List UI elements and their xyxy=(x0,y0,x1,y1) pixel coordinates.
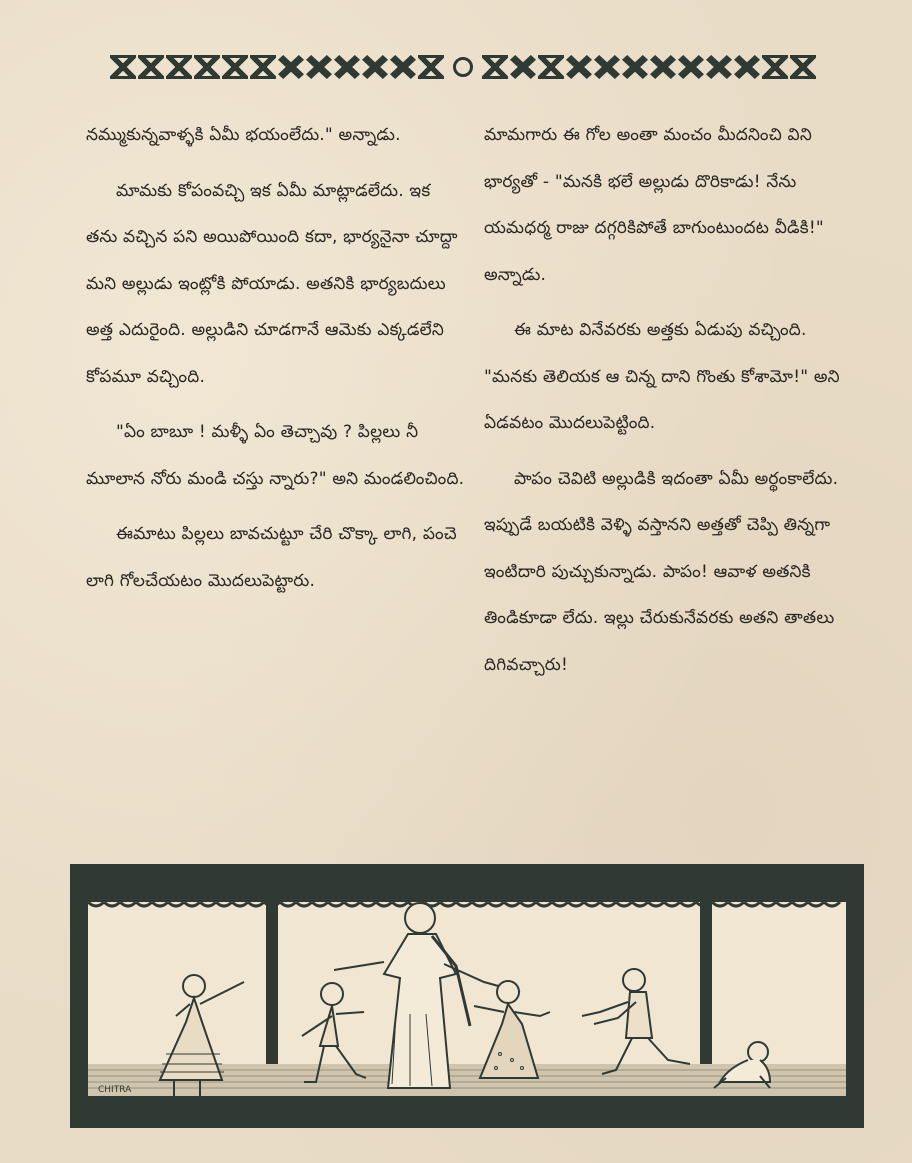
paragraph: మామకు కోపంవచ్చి ఇక ఏమీ మాట్లాడలేదు. ఇక తను వచ్చిన పని అయిపోయింది కదా, భార్యనైనా చూద్దా మని అల్లుడు ఇంట్లోకి పోయాడు. అతనికి భార్యబదులు అత్త ఎదురైంది. అల్లుడిని చూడగానే ఆమెకు ఎక్కడలేని కోపమూ వచ్చింది. xyxy=(86,180,458,387)
right-text-column xyxy=(484,112,854,688)
paragraph: ఈమాటు పిల్లలు బావచుట్టూ చేరి చొక్కా లాగి, పంచె లాగి గోలచేయటం మొదలుపెట్టారు. xyxy=(86,524,457,591)
children-pulling-man-illustration xyxy=(70,864,864,1128)
x-pattern-border-icon xyxy=(481,55,817,79)
paragraph: "ఏం బాబూ ! మళ్ళీ ఏం తెచ్చావు ? పిల్లలు నీ మూలాన నోరు మండి చస్తు న్నారు?" అని మండలించింది. xyxy=(86,422,465,489)
paragraph: పాపం చెవిటి అల్లుడికి ఇదంతా ఏమీ అర్థంకాలేదు. ఇప్పుడే బయటికి వెళ్ళి వస్తానని అత్తతో చెప్పి తిన్నగా ఇంటిదారి పుచ్చుకున్నాడు. పాపం! ఆవాళ అతనికి తిండికూడా లేదు. ఇల్లు చేరుకునేవరకు అతని తాతలు దిగివచ్చారు! xyxy=(484,468,839,675)
paragraph: ఈ మాట వినేవరకు అత్తకు ఏడుపు వచ్చింది. "మనకు తెలియక ఆ చిన్న దాని గొంతు కోశామో!" అని ఏడవటం మొదలుపెట్టింది. xyxy=(484,320,840,433)
x-pattern-border-icon xyxy=(109,55,445,79)
paragraph: నమ్ముకున్నవాళ్ళకి ఏమీ భయంలేదు." అన్నాడు. xyxy=(86,125,401,145)
artist-signature: CHITRA xyxy=(98,1085,132,1095)
circle-ornament-icon xyxy=(453,57,473,77)
left-text-column xyxy=(86,112,466,604)
top-ornament-border xyxy=(82,50,844,84)
paragraph: మామగారు ఈ గోల అంతా మంచం మీదనించి విని భార్యతో - "మనకి భలే అల్లుడు దొరికాడు! నేను యమధర్మ రాజు దగ్గరికిపోతే బాగుంటుందట వీడికి!" అన్నాడు. xyxy=(484,125,824,285)
